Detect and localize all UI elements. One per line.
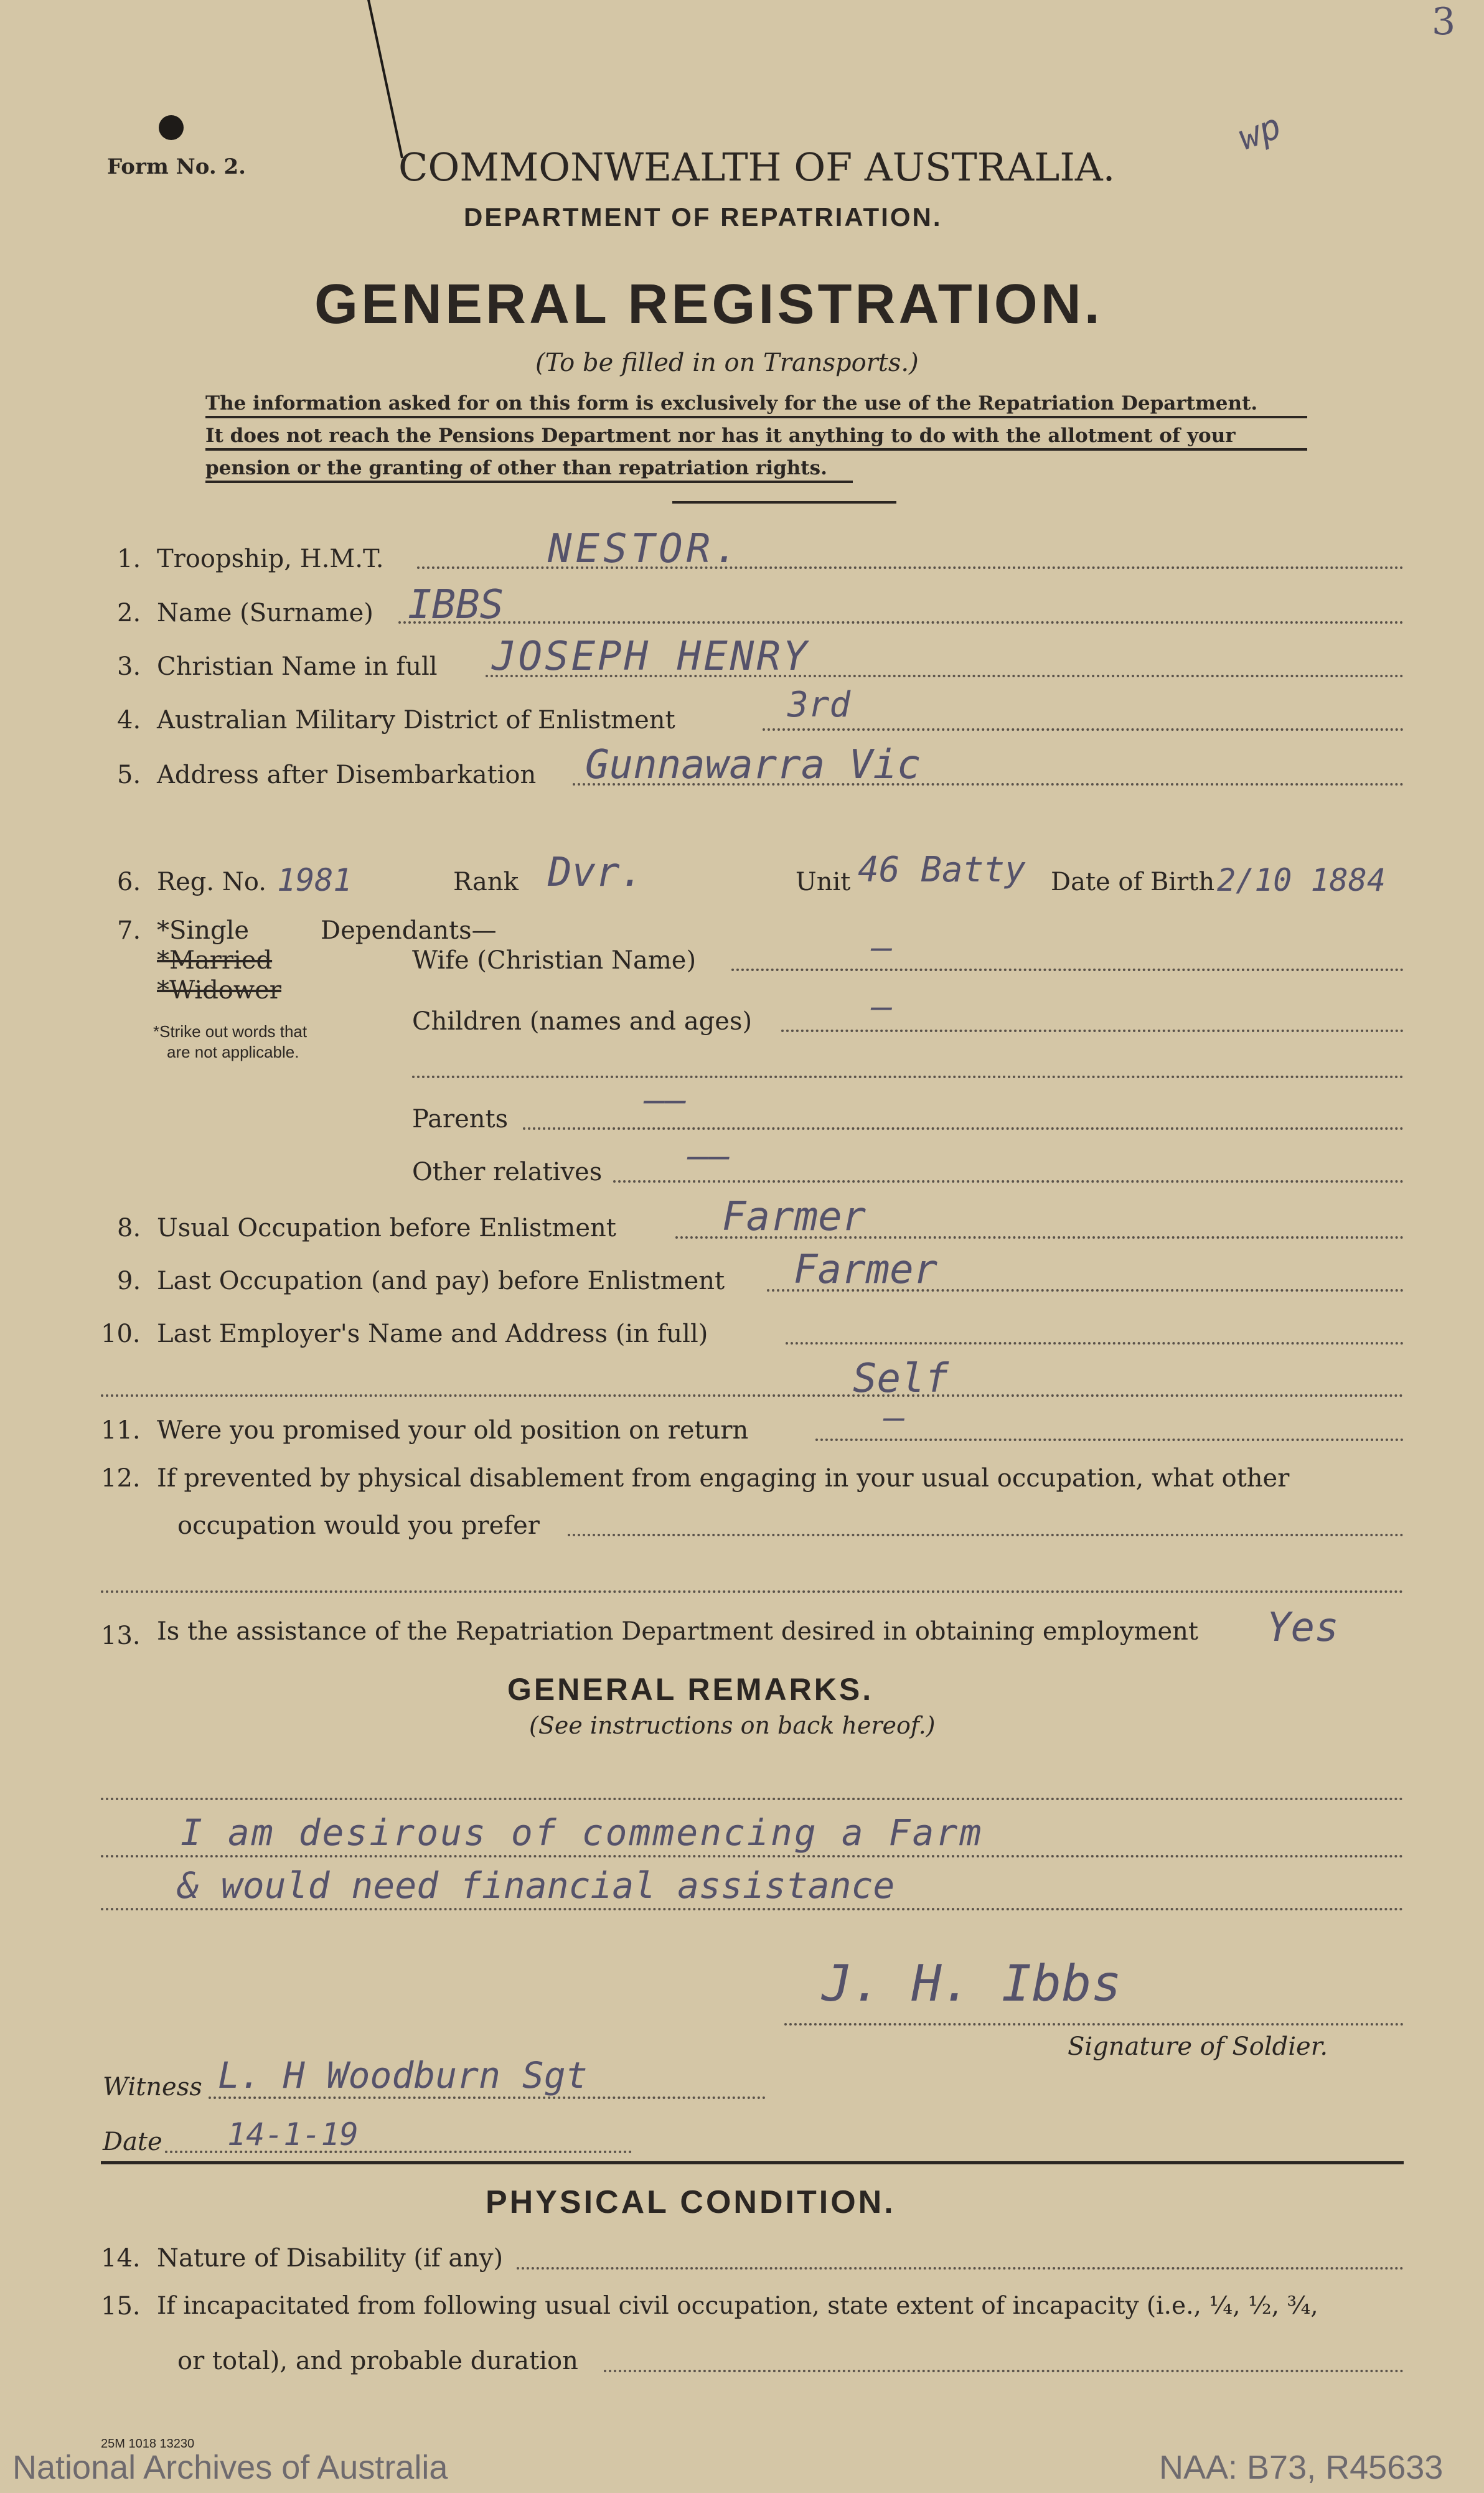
q8-value[interactable]: Farmer [722, 1194, 866, 1240]
q7-status-single[interactable]: *Single [157, 916, 250, 945]
q15-label-line-1: If incapacitated from following usual civil occupation, state extent of incapacity (i.e., ¼, ½, ¾, [157, 2292, 1318, 2320]
notice-underline-3 [205, 481, 853, 483]
q15-line [604, 2370, 1404, 2372]
q6-dob-value[interactable]: 2/10 1884 [1217, 862, 1386, 898]
q7-children-value[interactable]: — [871, 987, 893, 1027]
q2-label: Name (Surname) [157, 599, 373, 627]
paper-crease [367, 0, 403, 158]
physical-divider [101, 2161, 1404, 2164]
q5-number: 5. [117, 761, 141, 789]
q12-number: 12. [101, 1464, 141, 1493]
witness-line [209, 2096, 766, 2099]
q3-label: Christian Name in full [157, 652, 438, 681]
notice-line-1: The information asked for on this form is exclusively for the use of the Repatriation Department. [205, 392, 1258, 415]
header-divider [672, 501, 896, 504]
q7-other-line [613, 1180, 1404, 1183]
q9-value[interactable]: Farmer [794, 1247, 938, 1293]
q7-note-line-2: are not applicable. [167, 1043, 299, 1061]
q7-wife-value[interactable]: — [871, 927, 893, 968]
q7-other-label: Other relatives [412, 1158, 603, 1186]
q7-wife-line [731, 969, 1404, 971]
q3-number: 3. [117, 652, 141, 681]
q14-label: Nature of Disability (if any) [157, 2244, 504, 2273]
notice-underline-1 [205, 416, 1307, 418]
q4-value[interactable]: 3rd [787, 685, 851, 725]
q4-line [763, 728, 1404, 731]
remarks-text-2[interactable]: & would need financial assistance [177, 1864, 895, 1907]
q11-label: Were you promised your old position on return [157, 1416, 749, 1445]
q7-parents-value[interactable]: —— [644, 1080, 687, 1120]
q7-wife-label: Wife (Christian Name) [412, 946, 697, 975]
signature-line [784, 2023, 1404, 2026]
q7-parents-label: Parents [412, 1105, 509, 1134]
notice-line-2: It does not reach the Pensions Department nor has it anything to do with the allotment of your [205, 425, 1236, 447]
remarks-line-2 [101, 1855, 1404, 1857]
ink-blot [159, 115, 184, 140]
q1-value[interactable]: NESTOR. [548, 526, 742, 572]
date-value[interactable]: 14-1-19 [227, 2116, 359, 2153]
q6-reg-label: Reg. No. [157, 868, 266, 896]
q6-dob-label: Date of Birth [1051, 868, 1215, 896]
q5-label: Address after Disembarkation [157, 761, 537, 789]
notice-underline-2 [205, 448, 1307, 451]
q5-value[interactable]: Gunnawarra Vic [585, 742, 921, 788]
q2-number: 2. [117, 599, 141, 627]
q12-label-line-1: If prevented by physical disablement from engaging in your usual occupation, what other [157, 1464, 1290, 1493]
q15-number: 15. [101, 2292, 141, 2321]
q10-line-2 [101, 1394, 1404, 1397]
q12-line-2 [101, 1590, 1404, 1593]
q9-label: Last Occupation (and pay) before Enlistment [157, 1267, 725, 1295]
q3-value[interactable]: JOSEPH HENRY [492, 634, 810, 680]
q7-parents-line [523, 1127, 1404, 1130]
q1-number: 1. [117, 545, 141, 573]
q15-label-line-2: or total), and probable duration [177, 2347, 578, 2375]
q14-number: 14. [101, 2244, 141, 2273]
q7-note-line-1: *Strike out words that [153, 1022, 308, 1041]
remarks-subtitle: (See instructions on back hereof.) [529, 1712, 936, 1739]
q14-line [517, 2267, 1404, 2270]
q6-unit-label: Unit [796, 868, 851, 896]
initials-mark: wp [1233, 106, 1287, 159]
q7-dependants-label: Dependants— [321, 916, 497, 945]
witness-value[interactable]: L. H Woodburn Sgt [218, 2054, 588, 2096]
header-department: DEPARTMENT OF REPATRIATION. [464, 202, 942, 232]
q4-label: Australian Military District of Enlistment [157, 706, 675, 735]
q13-label: Is the assistance of the Repatriation Department desired in obtaining employment [157, 1617, 1198, 1646]
q7-number: 7. [117, 916, 141, 945]
q4-number: 4. [117, 706, 141, 735]
q12-label-line-2: occupation would you prefer [177, 1511, 540, 1540]
q10-label: Last Employer's Name and Address (in full) [157, 1320, 708, 1348]
q8-label: Usual Occupation before Enlistment [157, 1214, 616, 1242]
q6-unit-value[interactable]: 46 Batty [858, 850, 1026, 890]
q2-value[interactable]: IBBS [408, 582, 504, 628]
q1-label: Troopship, H.M.T. [157, 545, 384, 573]
q10-number: 10. [101, 1320, 141, 1348]
q12-line [568, 1534, 1404, 1536]
remarks-line-3 [101, 1908, 1404, 1910]
q6-rank-label: Rank [453, 868, 519, 896]
remarks-text-1[interactable]: I am desirous of commencing a Farm [181, 1811, 984, 1854]
remarks-title: GENERAL REMARKS. [507, 1672, 874, 1707]
q6-rank-value[interactable]: Dvr. [548, 850, 644, 896]
q7-children-label: Children (names and ages) [412, 1007, 753, 1036]
header-subtitle: (To be filled in on Transports.) [535, 349, 919, 377]
q13-number: 13. [101, 1622, 141, 1650]
footer-reference: NAA: B73, R45633 [1159, 2449, 1444, 2486]
soldier-signature[interactable]: J. H. Ibbs [822, 1955, 1122, 2012]
q9-number: 9. [117, 1267, 141, 1295]
notice-line-3: pension or the granting of other than repatriation rights. [205, 457, 827, 479]
footer-archive-name: National Archives of Australia [12, 2449, 448, 2486]
q6-reg-value[interactable]: 1981 [277, 862, 352, 898]
corner-mark: 3 [1432, 0, 1456, 44]
signature-label: Signature of Soldier. [1068, 2032, 1328, 2061]
header-commonwealth: COMMONWEALTH OF AUSTRALIA. [398, 144, 1115, 190]
q8-number: 8. [117, 1214, 141, 1242]
q7-children-line-2 [412, 1076, 1404, 1078]
q11-line [815, 1439, 1404, 1441]
q6-number: 6. [117, 868, 141, 896]
print-code: 25M 1018 13230 [101, 2437, 195, 2451]
q10-line [786, 1342, 1404, 1345]
q7-children-line [781, 1030, 1404, 1032]
q7-status-married[interactable]: *Married [157, 946, 273, 975]
q2-line [398, 621, 1404, 624]
form-number: Form No. 2. [107, 154, 247, 179]
q11-number: 11. [101, 1416, 141, 1445]
remarks-line-1 [101, 1798, 1404, 1800]
q13-value[interactable]: Yes [1267, 1605, 1339, 1651]
q7-other-value[interactable]: —— [688, 1136, 730, 1176]
q11-value[interactable]: — [884, 1397, 905, 1438]
witness-label: Witness [103, 2073, 202, 2101]
q10-value[interactable]: Self [853, 1356, 949, 1402]
physical-title: PHYSICAL CONDITION. [486, 2184, 896, 2220]
q7-status-widower[interactable]: *Widower [157, 976, 281, 1005]
date-label: Date [103, 2128, 162, 2156]
page-title: GENERAL REGISTRATION. [314, 273, 1103, 336]
